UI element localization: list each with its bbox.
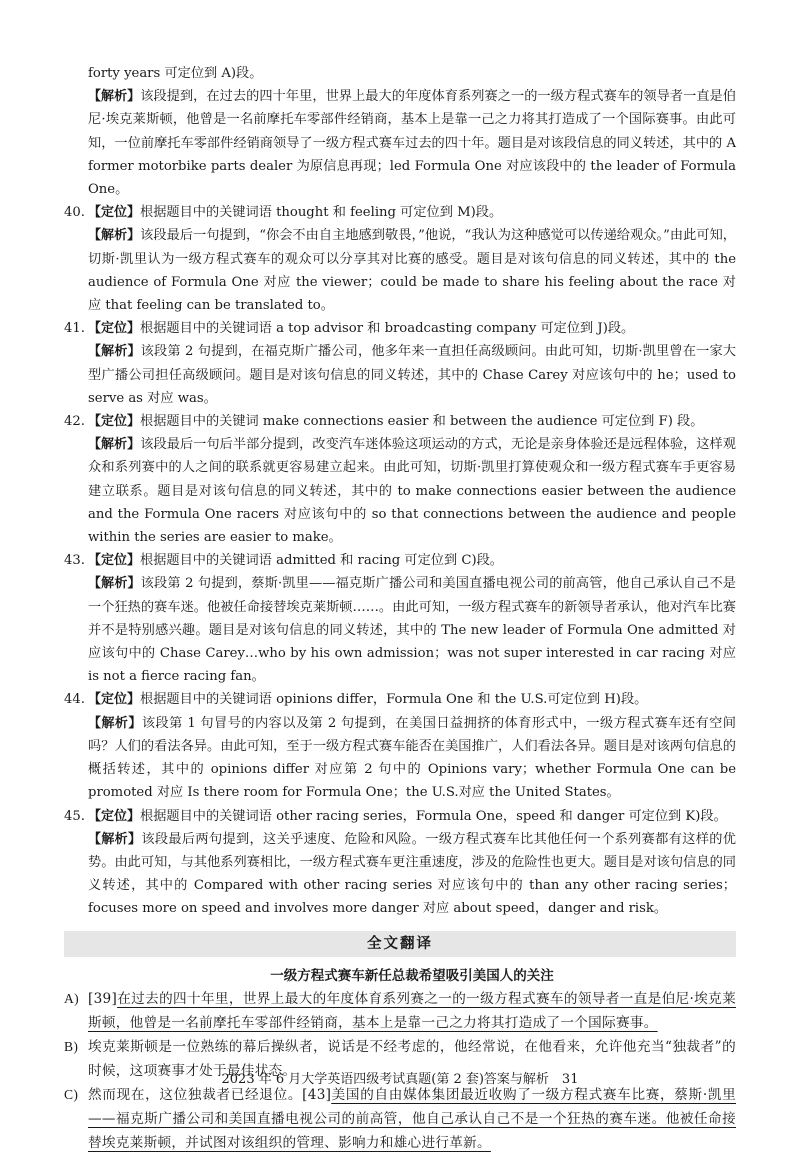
- analysis-text: 该段第 2 句提到，蔡斯·凯里——福克斯广播公司和美国直播电视公司的前高管，他自己承认自己不是一个狂热的赛车迷。他被任命接替埃克莱斯顿……。由此可知，一级方程式赛车的新领导者承认，他对汽车比赛并不是特别感兴趣。题目是对该句信息的同义转述，其中的 The new leader of Formula One admitted 对应该句中的 Chase Carey…who by his own admission；was not super interested in car racing 对应 is not a fierce racing fan。: [88, 576, 736, 685]
- question-number: 43.: [64, 553, 85, 569]
- answer-content: [64, 62, 736, 1155]
- analysis-paragraph: [88, 572, 736, 688]
- locate-text: 根据题目中的关键词语 thought 和 feeling 可定位到 M)段。: [140, 205, 503, 221]
- answer-item: [64, 201, 736, 317]
- analysis-text: 该段第 2 句提到，在福克斯广播公司，他多年来一直担任高级顾问。由此可知，切斯·凯里曾在一家大型广播公司担任高级顾问。题目是对该句信息的同义转述，其中的 Chase Carey 对应该句中的 he；used to serve as 对应 was。: [88, 344, 736, 406]
- underlined-text: 美国的自由媒体集团最近收购了一级方程式赛车比赛，蔡斯·凯里——福克斯广播公司和美国直播电视公司的前高管，他自己承认自己不是一个狂热的赛车迷。他被任命接替埃克莱斯顿，并试图对该组织的管理、影响力和雄心进行革新。: [88, 1086, 736, 1151]
- question-number: 41.: [64, 321, 85, 337]
- question-marker: 39: [93, 990, 112, 1007]
- locate-line: [88, 410, 736, 433]
- analysis-tag: 【解析】: [88, 89, 141, 105]
- locate-text: 根据题目中的关键词语 other racing series，Formula One，speed 和 danger 可定位到 K)段。: [140, 808, 727, 824]
- page-footer: 2023 年 6 月大学英语四级考试真题(第 2 套)答案与解析 31: [221, 1072, 579, 1087]
- paragraph-letter: B): [64, 1038, 79, 1054]
- answer-item: [64, 805, 736, 921]
- analysis-tag: 【解析】: [88, 344, 141, 360]
- locate-text: 根据题目中的关键词语 a top advisor 和 broadcasting company 可定位到 J)段。: [140, 321, 635, 337]
- question-marker: 43: [307, 1086, 326, 1103]
- answer-item: [64, 549, 736, 688]
- analysis-paragraph: [88, 433, 736, 549]
- analysis-text: 该段最后一句提到，“你会不由自主地感到敬畏，”他说，“我认为这种感觉可以传递给观众。”由此可知，切斯·凯里认为一级方程式赛车的观众可以分享其对比赛的感受。题目是对该句信息的同义转述，其中的 the audience of Formula One 对应 the viewer；could be made to share his feeling about the race 对应 that feeling can be translated to。: [88, 228, 736, 314]
- intro-analysis: [88, 85, 736, 201]
- analysis-text: 该段最后两句提到，这关乎速度、危险和风险。一级方程式赛车比其他任何一个系列赛都有这样的优势。由此可知，与其他系列赛相比，一级方程式赛车更注重速度，涉及的危险性也更大。题目是对该句信息的同义转述，其中的 Compared with other racing series 对应该句中的 than any other racing series；focuses more on speed and involves more danger 对应 about speed，danger and risk。: [88, 831, 736, 917]
- underlined-text: 在过去的四十年里，世界上最大的年度体育系列赛之一的一级方程式赛车的领导者一直是伯尼·埃克莱斯顿，他曾是一名前摩托车零部件经销商，基本上是靠一己之力将其打造成了一个国际赛事。: [88, 990, 736, 1031]
- locate-line: [88, 549, 736, 572]
- question-number: 45.: [64, 808, 85, 824]
- question-number: 42.: [64, 414, 85, 430]
- paragraph-letter: A): [64, 990, 79, 1006]
- answer-item: [64, 317, 736, 410]
- translation-paragraph-c: [64, 1083, 736, 1155]
- marker-box-wrap: [43]: [302, 1086, 332, 1103]
- locate-text: 根据题目中的关键词语 opinions differ，Formula One 和 the U.S.可定位到 H)段。: [140, 692, 648, 708]
- question-number: 44.: [64, 692, 85, 708]
- analysis-text: 该段最后一句后半部分提到，改变汽车迷体验这项运动的方式，无论是亲身体验还是远程体验，这样观众和系列赛中的人之间的联系就更容易建立起来。由此可知，切斯·凯里打算使观众和一级方程式赛车手更容易建立联系。题目是对该句信息的同义转述，其中的 to make connections easier between the audience and the Formula One racers 对应该句中的 so that connections between the audience and people within the series are easier to make。: [88, 437, 736, 546]
- locate-tag: 【定位】: [88, 205, 141, 221]
- locate-line: [88, 805, 736, 828]
- answer-item: [64, 410, 736, 549]
- marker-box-wrap: [39]: [88, 990, 118, 1007]
- translation-paragraph-a: [64, 987, 736, 1035]
- analysis-tag: 【解析】: [88, 831, 142, 847]
- locate-line: [88, 688, 736, 711]
- analysis-tag: 【解析】: [88, 228, 141, 244]
- locate-line: [88, 317, 736, 340]
- analysis-paragraph: [88, 828, 736, 921]
- paragraph-text: 埃克莱斯顿是一位熟练的幕后操纵者，说话是不经考虑的，他经常说，在他看来，允许他充当“独裁者”的时候，这项赛事才处于最佳状态。: [88, 1038, 736, 1079]
- analysis-tag: 【解析】: [88, 715, 142, 731]
- locate-tag: 【定位】: [88, 692, 141, 708]
- paragraph-letter: C): [64, 1086, 79, 1102]
- intro-line: forty years 可定位到 A)段。: [88, 66, 263, 81]
- locate-tag: 【定位】: [88, 321, 141, 337]
- answer-item: [64, 688, 736, 804]
- analysis-tag: 【解析】: [88, 437, 141, 453]
- locate-tag: 【定位】: [88, 414, 141, 430]
- analysis-tag: 【解析】: [88, 576, 141, 592]
- analysis-paragraph: [88, 224, 736, 317]
- locate-text: 根据题目中的关键词 make connections easier 和 between the audience 可定位到 F) 段。: [140, 414, 704, 430]
- article-title: 一级方程式赛车新任总裁希望吸引美国人的关注: [270, 967, 554, 984]
- analysis-paragraph: [88, 340, 736, 410]
- paragraph-lead: 然而现在，这位独裁者已经退位。: [88, 1086, 303, 1103]
- section-title: 全文翻译: [64, 931, 736, 957]
- locate-tag: 【定位】: [88, 553, 141, 569]
- locate-text: 根据题目中的关键词语 admitted 和 racing 可定位到 C)段。: [140, 553, 503, 569]
- locate-tag: 【定位】: [88, 808, 141, 824]
- intro-analysis-text: 该段提到，在过去的四十年里，世界上最大的年度体育系列赛之一的一级方程式赛车的领导者一直是伯尼·埃克莱斯顿，他曾是一名前摩托车零部件经销商，基本上是靠一己之力将其打造成了一个国际赛事。由此可知，一位前摩托车零部件经销商领导了一级方程式赛车过去的四十年。题目是对该段信息的同义转述，其中的 A former motorbike parts dealer 为原信息再现；led Formula One 对应该段中的 the leader of Formula One。: [88, 89, 736, 198]
- question-number: 40.: [64, 205, 85, 221]
- analysis-text: 该段第 1 句冒号的内容以及第 2 句提到，在美国日益拥挤的体育形式中，一级方程式赛车还有空间吗？人们的看法各异。由此可知，至于一级方程式赛车能否在美国推广，人们看法各异。题目是对该两句信息的概括转述，其中的 opinions differ 对应第 2 句中的 Opinions vary；whether Formula One can be promoted 对应 Is there room for Formula One；the U.S.对应 the United States。: [88, 715, 736, 801]
- analysis-paragraph: [88, 712, 736, 805]
- locate-line: [88, 201, 736, 224]
